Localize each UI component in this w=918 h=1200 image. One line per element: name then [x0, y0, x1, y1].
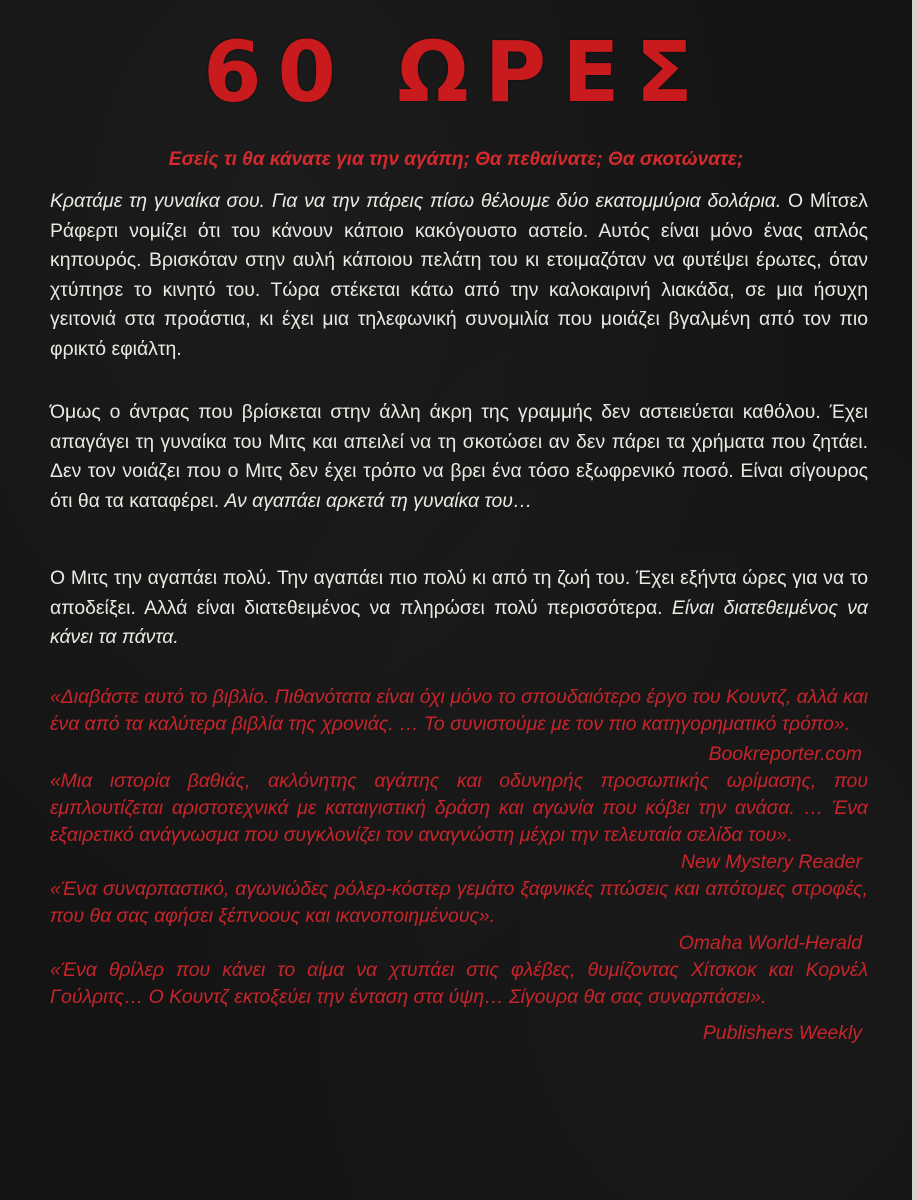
- review-quote-3-source: Omaha World-Herald: [678, 932, 862, 954]
- review-quotes: [50, 684, 868, 1047]
- review-quote-4-text: «Ένα θρίλερ που κάνει το αίμα να χτυπάει στις φλέβες, θυμίζοντας Χίτσκοκ και Κορνέλ Γούλριτς… Ο Κουντζ εκτοξεύει την ένταση στα ύψη… Σίγουρα θα σας συναρπάσει».: [50, 959, 868, 1008]
- tagline: Εσείς τι θα κάνατε για την αγάπη; Θα πεθαίνατε; Θα σκοτώνατε;: [168, 149, 744, 170]
- blurb-paragraph-3-italic-tail: Είναι διατεθειμένος να κάνει τα πάντα.: [50, 596, 868, 648]
- blurb-paragraph-2: [50, 398, 868, 516]
- blurb-paragraph-1-italic-lead: Κρατάμε τη γυναίκα σου. Για να την πάρεις πίσω θέλουμε δύο εκατομμύρια δολάρια.: [50, 190, 782, 212]
- review-quote-3-text: «Ένα συναρπαστικό, αγωνιώδες ρόλερ-κόστερ γεμάτο ξαφνικές πτώσεις και απότομες στροφές, που θα σας αφήσει ξέπνοους και ικανοποιημένους».: [50, 878, 868, 927]
- blurb-paragraph-2-italic-tail: Αν αγαπάει αρκετά τη γυναίκα του…: [224, 489, 533, 512]
- blurb-paragraph-1-text: Ο Μίτσελ Ράφερτι νομίζει ότι του κάνουν κάποιο κακόγουστο αστείο. Αυτός είναι μόνο ένας απλός κηπουρός. Βρισκόταν στην αυλή κάποιου πελάτη του κι ετοιμαζόταν να φυτέψει έρωτες, όταν χτύπησε το κινητό του. Τώρα στέκεται κάτω από την καλοκαιρινή λιακάδα, σε μια ήσυχη γειτονιά στα προάστια, κι έχει μια τηλεφωνική συνομιλία που μοιάζει βγαλμένη από τον πιο φρικτό εφιάλτη.: [50, 190, 869, 360]
- blurb-paragraph-1: [50, 187, 868, 364]
- blurb-paragraph-3-text: Ο Μιτς την αγαπάει πολύ. Την αγαπάει πιο πολύ κι από τη ζωή του. Έχει εξήντα ώρες για να το αποδείξει. Αλλά είναι διατεθειμένος να πληρώσει πολύ περισσότερα.: [50, 567, 868, 619]
- book-title: 60 ΩΡΕΣ: [203, 23, 709, 121]
- review-quote-1-source: Bookreporter.com: [708, 743, 862, 765]
- review-quote-2-source: New Mystery Reader: [680, 851, 862, 873]
- blurb-paragraph-2-text: Όμως ο άντρας που βρίσκεται στην άλλη άκρη της γραμμής δεν αστειεύεται καθόλου. Έχει απαγάγει τη γυναίκα του Μιτς και απειλεί να τη σκοτώσει αν δεν πάρει τα χρήματα που ζητάει. Δεν τον νοιάζει που ο Μιτς δεν έχει τρόπο να βρει ένα τόσο εξωφρενικό ποσό. Είναι σίγουρος ότι θα τα καταφέρει.: [50, 401, 868, 512]
- review-quote-2-text: «Μια ιστορία βαθιάς, ακλόνητης αγάπης και οδυνηρής προσωπικής ωρίμασης, που εμπλουτίζεται αριστοτεχνικά με καταιγιστική δράση και αγωνία που κόβει την ανάσα. … Ένα εξαιρετικό ανάγνωσμα που συγκλονίζει τον αναγνώστη μέχρι την τελευταία σελίδα του».: [50, 770, 868, 846]
- review-quote-4-source: Publishers Weekly: [702, 1022, 862, 1044]
- blurb-paragraph-3: [50, 564, 868, 653]
- review-quote-1-text: «Διαβάστε αυτό το βιβλίο. Πιθανότατα είναι όχι μόνο το σπουδαιότερο έργο του Κουντζ, αλλά και ένα από τα καλύτερα βιβλία της χρονιάς. … Το συνιστούμε με τον πιο κατηγορηματικό τρόπο».: [50, 686, 868, 735]
